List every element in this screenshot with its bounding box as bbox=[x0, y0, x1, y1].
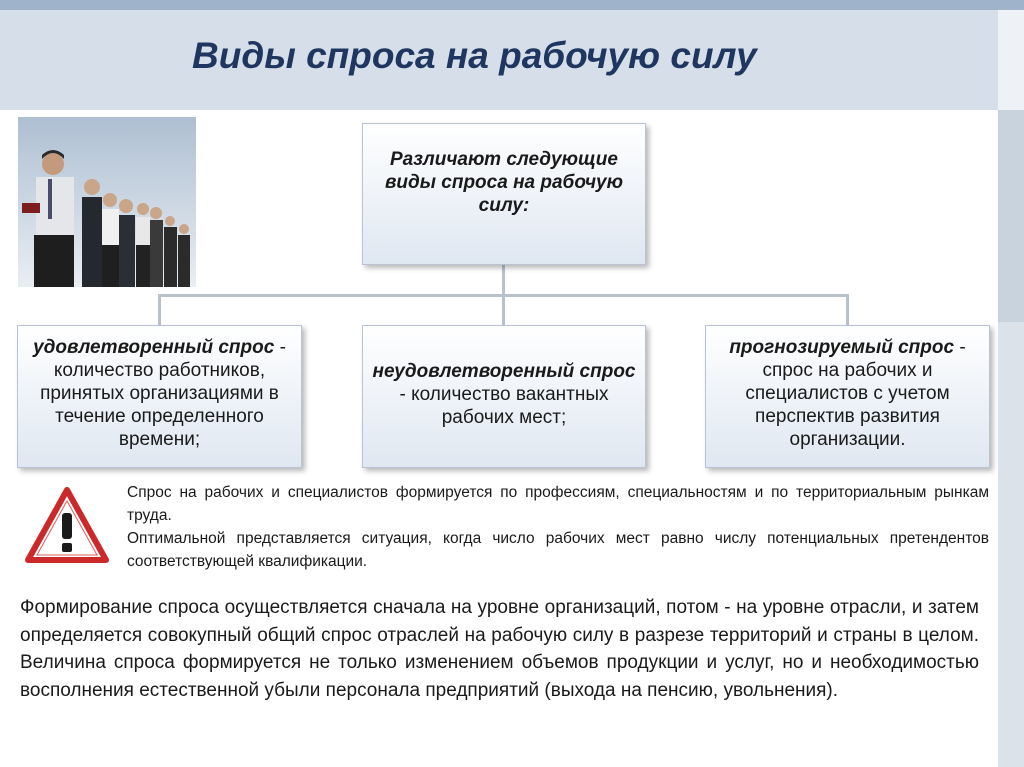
satisfied-demand-description: - количество работников, принятых организациями в течение определенного времени; bbox=[40, 337, 286, 450]
connector-middle bbox=[502, 294, 505, 325]
unsatisfied-demand-term: неудовлетворенный спрос bbox=[372, 361, 636, 382]
satisfied-demand-box bbox=[17, 325, 302, 468]
connector-vertical-top bbox=[502, 265, 505, 297]
unsatisfied-demand-box bbox=[362, 325, 646, 468]
workers-photo bbox=[18, 117, 196, 287]
forecast-demand-box bbox=[705, 325, 990, 468]
connector-left bbox=[158, 294, 161, 325]
slide-title: Виды спроса на рабочую силу bbox=[192, 35, 757, 76]
note-1: Спрос на рабочих и специалистов формируется по профессиям, специальностям и по территориальным рынкам труда. bbox=[127, 484, 989, 524]
demand-types-intro-box bbox=[362, 123, 646, 265]
warning-triangle-icon bbox=[25, 487, 109, 563]
forecast-demand-description: - спрос на рабочих и специалистов с учетом перспектив развития организации. bbox=[745, 337, 966, 450]
warning-notes bbox=[127, 481, 989, 573]
unsatisfied-demand-description: - количество вакантных рабочих мест; bbox=[399, 384, 609, 428]
right-decor-strip bbox=[998, 10, 1024, 767]
satisfied-demand-term: удовлетворенный спрос bbox=[33, 337, 275, 358]
intro-text: Различают следующие виды спроса на рабочую силу: bbox=[384, 149, 624, 216]
workers-photo-illustration bbox=[18, 117, 196, 287]
body-paragraph: Формирование спроса осуществляется сначала на уровне организаций, потом - на уровне отрасли, и затем определяется совокупный общий спрос отраслей на рабочую силу в разрезе территорий и страны в целом. Величина спроса формируется не только изменением объемов продукции и услуг, но и необходимостью восполнения естественной убыли персонала предприятий (выхода на пенсию, увольнения). bbox=[20, 597, 979, 701]
forecast-demand-term: прогнозируемый спрос bbox=[729, 337, 955, 358]
note-2: Оптимальной представляется ситуация, когда число рабочих мест равно числу потенциальных претендентов соответствующей квалификации. bbox=[127, 530, 989, 570]
top-accent-bar bbox=[0, 0, 1024, 10]
connector-right bbox=[846, 294, 849, 325]
